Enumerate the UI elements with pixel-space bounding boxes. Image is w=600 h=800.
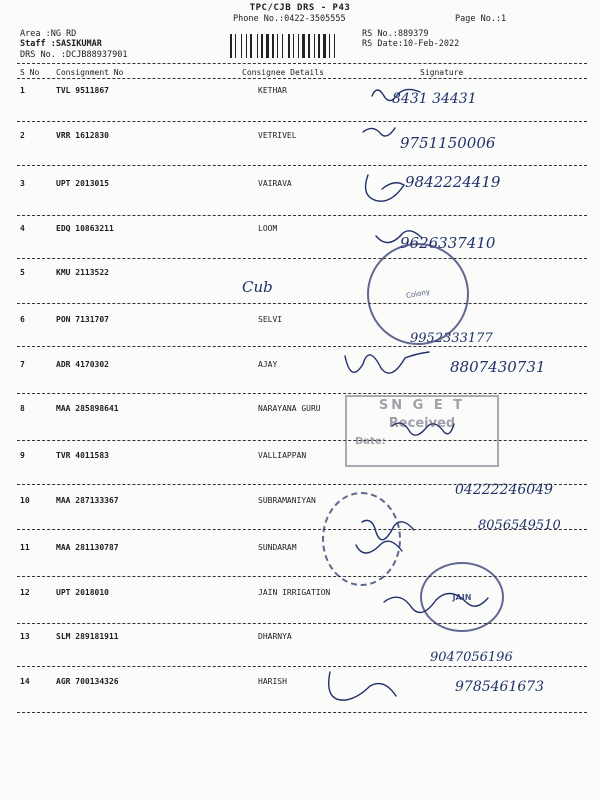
rs-date: RS Date:10-Feb-2022 xyxy=(362,39,460,49)
row-consignee: NARAYANA GURU xyxy=(258,404,321,413)
row-consignee: SUBRAMANIYAN xyxy=(258,496,316,505)
row-sno: 5 xyxy=(20,268,25,277)
page-number: Page No.:1 xyxy=(455,14,507,24)
row-sno: 7 xyxy=(20,360,25,369)
staff-name: SASIKUMAR xyxy=(55,39,102,49)
handwritten-phone: 9952333177 xyxy=(410,331,493,346)
row-consignee: VALLIAPPAN xyxy=(258,451,307,460)
row-sno: 10 xyxy=(20,496,30,505)
row-sno: 2 xyxy=(20,131,25,140)
row-consignee: LOOM xyxy=(258,224,278,233)
handwritten-phone: 9751150006 xyxy=(400,134,496,152)
row-consignment: UPT 2018010 xyxy=(56,588,109,597)
column-header-consignee: Consignee Details xyxy=(242,68,324,77)
handwritten-phone: 9785461673 xyxy=(455,679,545,695)
row-consignment: KMU 2113522 xyxy=(56,268,109,277)
signature-mark xyxy=(366,175,404,201)
stamp-line: SN G E T xyxy=(378,398,466,413)
handwritten-phone: 8431 34431 xyxy=(392,91,477,107)
row-consignee: JAIN IRRIGATION xyxy=(258,588,331,597)
row-sno: 4 xyxy=(20,224,25,233)
row-consignee: VAIRAVA xyxy=(258,179,292,188)
phone-number: Phone No.:0422-3505555 xyxy=(233,14,346,24)
row-consignment: ADR 4170302 xyxy=(56,360,109,369)
received-stamp xyxy=(345,395,499,467)
handwritten-phone: 8056549510 xyxy=(478,518,561,533)
staff-label: Staff : xyxy=(20,39,56,49)
handwritten-phone: 9842224419 xyxy=(405,173,501,191)
row-consignee: VETRIVEL xyxy=(258,131,297,140)
stamp-line: Received xyxy=(388,416,456,431)
row-consignee: HARISH xyxy=(258,677,287,686)
row-sno: 12 xyxy=(20,588,30,597)
jain-stamp xyxy=(420,562,504,632)
row-consignee: DHARNYA xyxy=(258,632,292,641)
row-consignment: TVR 4011583 xyxy=(56,451,109,460)
signature-mark xyxy=(345,352,429,373)
row-consignment: MAA 285898641 xyxy=(56,404,119,413)
row-consignment: MAA 281130787 xyxy=(56,543,119,552)
area-field: Area :NG RD xyxy=(20,29,77,39)
row-consignment: AGR 700134326 xyxy=(56,677,119,686)
row-sno: 3 xyxy=(20,179,25,188)
row-sno: 13 xyxy=(20,632,30,641)
row-consignment: VRR 1612830 xyxy=(56,131,109,140)
stamp-text: Colony xyxy=(405,287,431,301)
handwritten-phone: 9626337410 xyxy=(400,234,496,252)
row-consignment: EDQ 10863211 xyxy=(56,224,114,233)
stamp-text: JAIN xyxy=(452,592,472,602)
row-consignee: KETHAR xyxy=(258,86,287,95)
drs-number: DRS No. :DCJB88937901 xyxy=(20,50,128,60)
row-sno: 6 xyxy=(20,315,25,324)
signature-mark xyxy=(329,672,396,700)
signature-mark xyxy=(363,128,395,136)
round-seal-stamp xyxy=(322,492,401,586)
row-consignee: SELVI xyxy=(258,315,283,324)
row-sno: 1 xyxy=(20,86,25,95)
row-consignment: UPT 2013015 xyxy=(56,179,109,188)
signature-mark xyxy=(372,89,420,100)
row-sno: 11 xyxy=(20,543,30,552)
document-title: TPC/CJB DRS - P43 xyxy=(249,3,351,13)
column-header-signature: Signature xyxy=(420,68,464,77)
column-header-sno: S No xyxy=(20,68,40,77)
row-consignment: MAA 287133367 xyxy=(56,496,119,505)
row-sno: 8 xyxy=(20,404,25,413)
handwritten-phone: 04222246049 xyxy=(455,482,553,498)
row-consignment: TVL 9511867 xyxy=(56,86,109,95)
signature-mark xyxy=(376,231,422,243)
row-sno: 9 xyxy=(20,451,25,460)
handwritten-note: Cub xyxy=(242,278,273,296)
rs-number: RS No.:889379 xyxy=(362,29,429,39)
handwritten-phone: 9047056196 xyxy=(430,650,513,665)
row-consignee: AJAY xyxy=(258,360,278,369)
row-consignee: SUNDARAM xyxy=(258,543,297,552)
handwritten-phone: 8807430731 xyxy=(450,358,546,376)
column-header-consignment: Consignment No xyxy=(56,68,124,77)
row-consignment: PON 7131707 xyxy=(56,315,109,324)
stamp-line: Date: xyxy=(355,436,386,447)
row-sno: 14 xyxy=(20,677,30,686)
row-consignment: SLM 289181911 xyxy=(56,632,119,641)
